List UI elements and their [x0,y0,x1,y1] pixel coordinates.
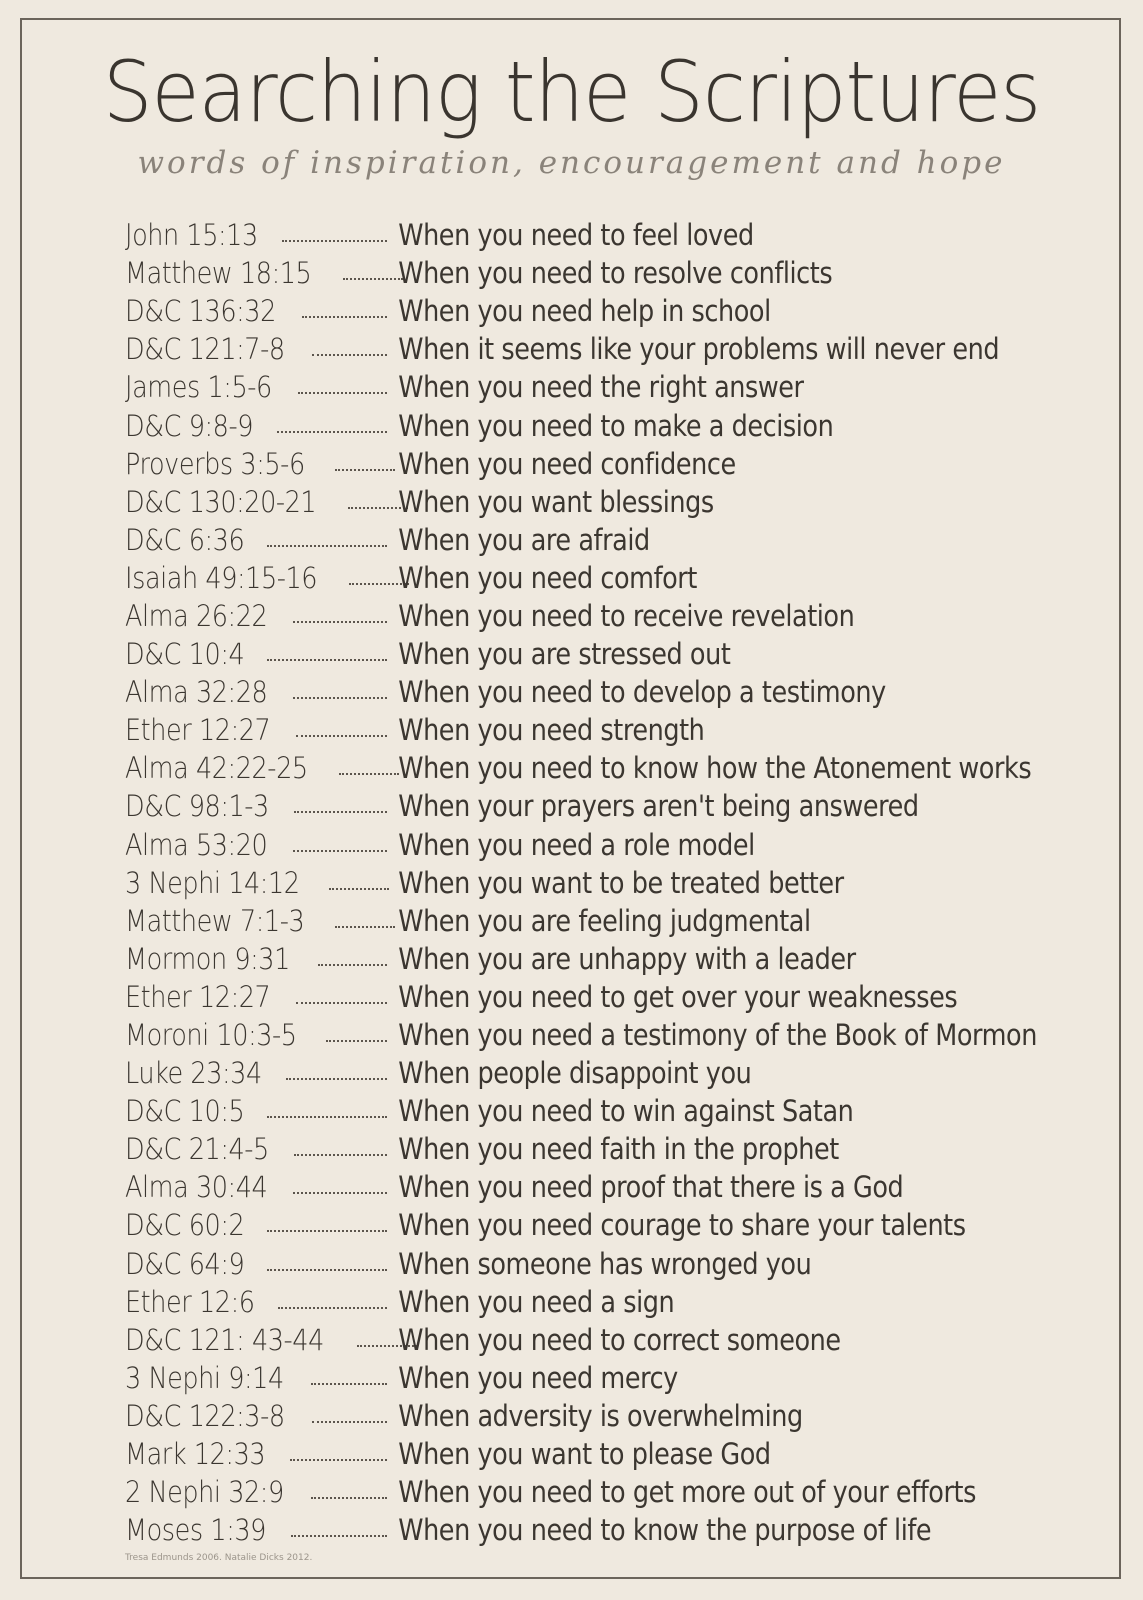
list-item [125,1245,1045,1283]
scripture-reference-cell [125,1016,393,1054]
dotted-leader [311,1383,387,1385]
scripture-reference: Matthew 18:15 [125,256,312,291]
scripture-reference: Matthew 7:1-3 [125,903,305,938]
situation-text: When you need proof that there is a God [398,1170,904,1205]
dotted-leader [267,545,387,547]
list-item [125,1054,1045,1092]
situation-text: When you want to be treated better [398,865,844,900]
scripture-reference-cell [125,1473,393,1511]
scripture-reference: Moses 1:39 [125,1513,266,1548]
scripture-reference: D&C 121: 43-44 [125,1322,324,1357]
dotted-leader [267,659,387,661]
scripture-reference: Moroni 10:3-5 [125,1018,297,1053]
scripture-reference-cell [125,483,393,521]
scripture-reference-cell [125,1435,393,1473]
list-item [125,254,1045,292]
situation-text: When you need comfort [398,560,697,595]
list-item [125,940,1045,978]
scripture-reference: Ether 12:6 [125,1284,255,1319]
scripture-reference: Luke 23:34 [125,1056,262,1091]
list-item [125,1283,1045,1321]
situation-text: When it seems like your problems will never end [398,332,1000,367]
scripture-reference-cell [125,902,393,940]
situation-text: When you need to get over your weaknesses [398,979,958,1014]
scripture-reference: D&C 9:8-9 [125,408,254,443]
scripture-reference: D&C 130:20-21 [125,484,317,519]
scripture-reference-cell [125,254,393,292]
scripture-reference-cell [125,787,393,825]
situation-text: When you need strength [398,713,705,748]
list-item [125,368,1045,406]
situation-text: When you are feeling judgmental [398,903,811,938]
situation-text: When you need to resolve conflicts [398,256,833,291]
list-item [125,902,1045,940]
scripture-reference: D&C 121:7-8 [125,332,285,367]
situation-text: When people disappoint you [398,1056,752,1091]
list-item [125,1397,1045,1435]
poster-subtitle: words of inspiration, encouragement and hope [137,145,1006,181]
list-item [125,406,1045,444]
scripture-reference-cell [125,1511,393,1549]
scripture-reference: D&C 10:5 [125,1094,245,1129]
dotted-leader [312,1421,387,1423]
scripture-reference: Isaiah 49:15-16 [125,560,318,595]
scripture-reference: 3 Nephi 14:12 [125,865,300,900]
scripture-reference: D&C 10:4 [125,637,245,672]
situation-text: When you need to feel loved [398,218,754,253]
list-item [125,330,1045,368]
dotted-leader [290,1459,387,1461]
scripture-reference-cell [125,368,393,406]
situation-text: When you want to please God [398,1437,771,1472]
scripture-reference-cell [125,749,393,787]
dotted-leader [335,926,395,928]
list-item [125,711,1045,749]
scripture-reference: Alma 53:20 [125,827,268,862]
situation-text: When you need to develop a testimony [398,675,886,710]
situation-text: When you need a testimony of the Book of Mormon [398,1018,1037,1053]
list-item [125,1092,1045,1130]
list-item [125,787,1045,825]
scripture-reference: Proverbs 3:5-6 [125,446,305,481]
dotted-leader [293,850,387,852]
scripture-reference-cell [125,978,393,1016]
list-item [125,521,1045,559]
dotted-leader [302,316,387,318]
dotted-leader [335,469,395,471]
scripture-reference-cell [125,1359,393,1397]
scripture-list [125,216,1045,1549]
dotted-leader [291,1535,387,1537]
scripture-reference: John 15:13 [125,218,258,253]
list-item [125,559,1045,597]
list-item [125,673,1045,711]
scripture-reference: D&C 21:4-5 [125,1132,269,1167]
list-item [125,864,1045,902]
scripture-reference-cell [125,292,393,330]
scripture-reference-cell [125,1054,393,1092]
scripture-reference-cell [125,1130,393,1168]
list-item [125,1435,1045,1473]
scripture-reference: D&C 136:32 [125,294,276,329]
dotted-leader [296,735,387,737]
situation-text: When you need to receive revelation [398,598,855,633]
situation-text: When you need help in school [398,294,771,329]
dotted-leader [296,1002,387,1004]
dotted-leader [326,1040,387,1042]
scripture-reference-cell [125,1092,393,1130]
scripture-reference: D&C 98:1-3 [125,789,269,824]
situation-text: When adversity is overwhelming [398,1398,803,1433]
scripture-reference-cell [125,216,393,254]
dotted-leader [293,1192,387,1194]
scripture-reference: Mark 12:33 [125,1437,266,1472]
scripture-reference-cell [125,445,393,483]
credit-line: Tresa Edmunds 2006. Natalie Dicks 2012. [125,1553,313,1563]
list-item [125,749,1045,787]
scripture-reference-cell [125,330,393,368]
dotted-leader [329,888,389,890]
dotted-leader [311,1497,387,1499]
situation-text: When you need to know how the Atonement works [398,751,1032,786]
list-item [125,1359,1045,1397]
dotted-leader [267,1269,387,1271]
scripture-reference-cell [125,1168,393,1206]
scripture-reference: Alma 32:28 [125,675,268,710]
scripture-reference-cell [125,407,393,445]
scripture-reference-cell [125,635,393,673]
dotted-leader [312,354,387,356]
scripture-reference: Alma 42:22-25 [125,751,308,786]
situation-text: When you are stressed out [398,637,731,672]
dotted-leader [339,773,399,775]
dotted-leader [277,431,388,433]
dotted-leader [278,1307,387,1309]
scripture-reference-cell [125,826,393,864]
scripture-reference: Mormon 9:31 [125,941,290,976]
list-item [125,483,1045,521]
situation-text: When you need faith in the prophet [398,1132,839,1167]
dotted-leader [294,811,387,813]
situation-text: When you need to correct someone [398,1322,841,1357]
situation-text: When you need to make a decision [398,408,834,443]
scripture-reference: Alma 26:22 [125,598,268,633]
scripture-reference: 3 Nephi 9:14 [125,1360,284,1395]
scripture-reference-cell [125,1206,393,1244]
situation-text: When you need mercy [398,1360,678,1395]
scripture-reference-cell [125,1397,393,1435]
list-item [125,1130,1045,1168]
scripture-reference: 2 Nephi 32:9 [125,1475,284,1510]
dotted-leader [293,621,387,623]
situation-text: When you are unhappy with a leader [398,941,856,976]
scripture-reference-cell [125,864,393,902]
scripture-reference-cell [125,1321,393,1359]
situation-text: When someone has wronged you [398,1246,812,1281]
scripture-reference-cell [125,711,393,749]
situation-text: When you need to win against Satan [398,1094,854,1129]
list-item [125,1206,1045,1244]
list-item [125,1016,1045,1054]
dotted-leader [282,240,387,242]
dotted-leader [318,964,387,966]
scripture-reference: D&C 64:9 [125,1246,245,1281]
scripture-reference: Ether 12:27 [125,979,271,1014]
situation-text: When you need a sign [398,1284,675,1319]
scripture-reference-cell [125,521,393,559]
scripture-reference: D&C 60:2 [125,1208,245,1243]
situation-text: When you need a role model [398,827,755,862]
dotted-leader [294,1154,387,1156]
list-item [125,978,1045,1016]
situation-text: When you need to know the purpose of life [398,1513,932,1548]
scripture-reference-cell [125,673,393,711]
situation-text: When you need the right answer [398,370,804,405]
scripture-reference: D&C 122:3-8 [125,1398,285,1433]
list-item [125,635,1045,673]
scripture-reference: D&C 6:36 [125,522,245,557]
scripture-reference-cell [125,1245,393,1283]
scripture-reference: James 1:5-6 [125,370,272,405]
situation-text: When you need confidence [398,446,736,481]
list-item [125,1321,1045,1359]
poster-title: Searching the Scriptures [102,43,1041,141]
dotted-leader [267,1116,387,1118]
situation-text: When you want blessings [398,484,714,519]
scripture-reference-cell [125,559,393,597]
list-item [125,292,1045,330]
scripture-reference-cell [125,1283,393,1321]
list-item [125,1511,1045,1549]
list-item [125,1473,1045,1511]
list-item [125,1168,1045,1206]
situation-text: When you are afraid [398,522,650,557]
scripture-reference: Ether 12:27 [125,713,271,748]
list-item [125,445,1045,483]
list-item [125,216,1045,254]
scripture-reference-cell [125,597,393,635]
scripture-reference-cell [125,940,393,978]
list-item [125,597,1045,635]
situation-text: When you need to get more out of your efforts [398,1475,976,1510]
dotted-leader [286,1078,387,1080]
dotted-leader [298,392,387,394]
dotted-leader [267,1230,387,1232]
list-item [125,826,1045,864]
situation-text: When you need courage to share your talents [398,1208,966,1243]
scripture-reference: Alma 30:44 [125,1170,268,1205]
situation-text: When your prayers aren't being answered [398,789,919,824]
dotted-leader [293,697,387,699]
